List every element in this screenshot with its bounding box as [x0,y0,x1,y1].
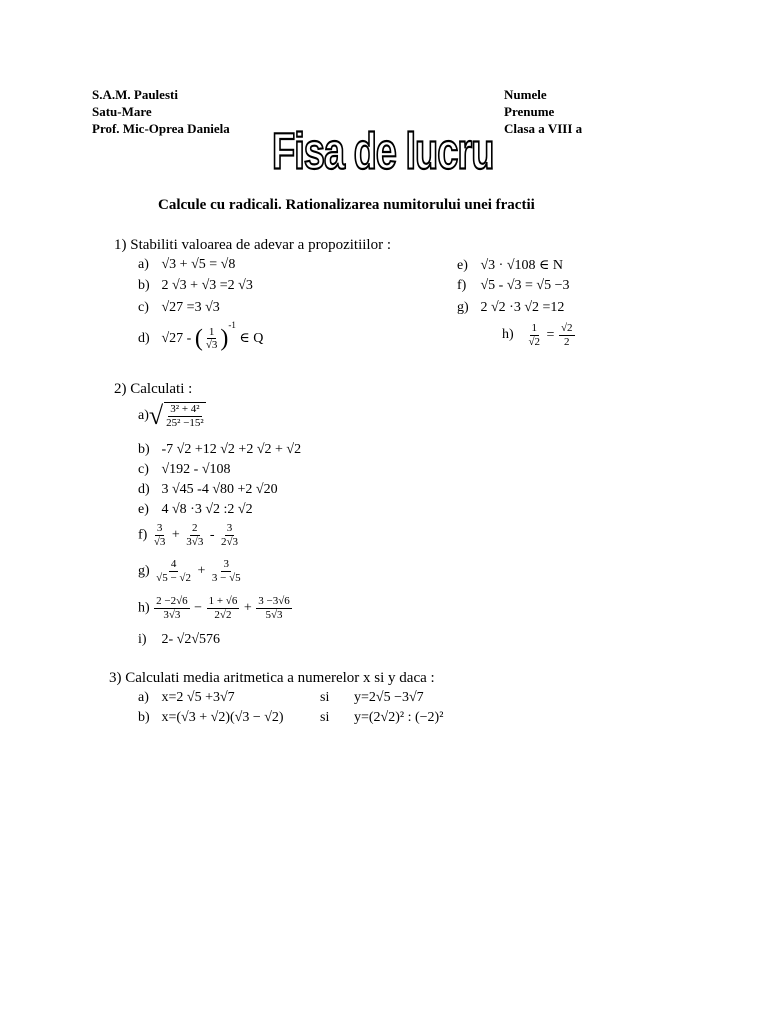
fraction: $\frac{2 -2√6}{3√3}$ [156,595,188,621]
q2-item-f [138,522,241,548]
q3-item-b [138,710,284,726]
item-label: e) [457,258,468,273]
q3-b-y-expression: y=(2√2)² : (−2)² [354,710,444,725]
q3-a-si: si [320,690,330,705]
item-label: a) [138,408,149,424]
fraction: $\frac{1 + √6}{2√2}$ [208,595,238,621]
fraction: $\frac{3}{√3}$ [153,522,166,548]
fraction: $\frac{√2}{2}$ [560,322,573,348]
school-name: S.A.M. Paulesti [92,87,178,102]
q2-item-i [138,632,220,648]
item-label: g) [457,300,469,315]
item-label: f) [138,527,148,543]
equals-sign: = [546,327,555,343]
x-expression: x=(√3 + √2)(√3 − √2) [161,710,284,725]
city-name: Satu-Mare [92,104,152,119]
x-expression: x=2 √5 +3√7 [161,690,235,705]
item-label: a) [138,257,149,272]
fraction: $\frac{3 -3√6}{5√3}$ [258,595,290,621]
item-label: e) [138,502,149,517]
open-paren: ( [194,325,203,352]
fraction: $\frac{\text{3² + 4²}}{\text{25² −15²}}$ [166,403,204,429]
item-label: h) [502,327,514,343]
operator: + [171,527,180,543]
q1-item-c [138,300,220,316]
item-expression: √5 - √3 = √5 −3 [480,278,570,293]
item-expression-pre: √27 - [161,331,192,346]
q1-item-d [138,320,263,352]
name-label: Numele [504,87,547,102]
item-expression: √3 + √5 = √8 [161,257,236,272]
item-label: d) [138,482,150,497]
item-label: b) [138,710,150,725]
close-paren: ) [220,325,229,352]
exponent: -1 [228,320,236,330]
item-label: g) [138,563,150,579]
q2-item-h [138,595,293,621]
q1-item-f [457,278,570,294]
q2-item-d [138,482,278,498]
fraction: $\frac{4}{√5 - √2}$ [156,558,191,584]
fraction: $\frac{3}{3 - √5}$ [211,558,241,584]
q1-item-e [457,257,563,274]
item-expression: √3 · √108 ∈ N [480,258,564,273]
item-expression: 2- √2√576 [161,632,221,647]
item-label: f) [457,278,467,293]
q1-item-g [457,300,564,316]
q2-item-b [138,442,301,458]
item-label: d) [138,331,150,346]
item-label: c) [138,462,149,477]
q1-item-h [502,322,576,348]
item-label: c) [138,300,149,315]
item-expression: 2 √2 ·3 √2 =12 [480,300,565,315]
q3-a-y-expression: y=2√5 −3√7 [354,690,424,705]
q2-item-e [138,502,253,518]
item-expression: 3 √45 -4 √80 +2 √20 [161,482,278,497]
fraction: $\frac{3}{2√3}$ [221,522,239,548]
operator: + [243,600,252,616]
q3-item-a [138,690,235,706]
q2-item-g [138,558,244,584]
item-expression: 2 √3 + √3 =2 √3 [161,278,253,293]
operator: - [209,527,215,543]
item-expression: √27 =3 √3 [161,300,220,315]
fraction: $\frac{2}{3√3}$ [186,522,204,548]
operator: + [197,563,206,579]
q1-item-a [138,257,235,273]
q3-b-si: si [320,710,330,725]
page-title: Fisa de lucru [272,124,494,181]
q2-item-a [138,401,207,431]
fraction: $\frac{1}{√2}$ [528,322,541,348]
q2-item-c [138,462,231,478]
radical-sign: √ [148,401,164,430]
item-label: h) [138,600,150,616]
subtitle: Calcule cu radicali. Rationalizarea numitorului unei fractii [158,197,535,213]
item-expression: 4 √8 ·3 √2 :2 √2 [161,502,253,517]
fraction: $\frac{1}{√3}$ [205,325,218,352]
item-label: b) [138,442,150,457]
item-expression: √192 - √108 [161,462,231,477]
class-label: Clasa a VIII a [504,121,583,136]
item-expression: -7 √2 +12 √2 +2 √2 + √2 [161,442,302,457]
item-label: a) [138,690,149,705]
operator: − [194,600,203,616]
q3-heading: 3) Calculati media aritmetica a numerelor x si y daca : [109,670,435,686]
item-label: i) [138,632,147,647]
item-expression-post: ∈ Q [239,331,264,346]
surname-label: Prenume [504,104,555,119]
q1-item-b [138,278,253,294]
q2-heading: 2) Calculati : [114,381,193,397]
teacher-name: Prof. Mic-Oprea Daniela [92,121,230,136]
item-label: b) [138,278,150,293]
q1-heading: 1) Stabiliti valoarea de adevar a propozitiilor : [114,237,391,253]
